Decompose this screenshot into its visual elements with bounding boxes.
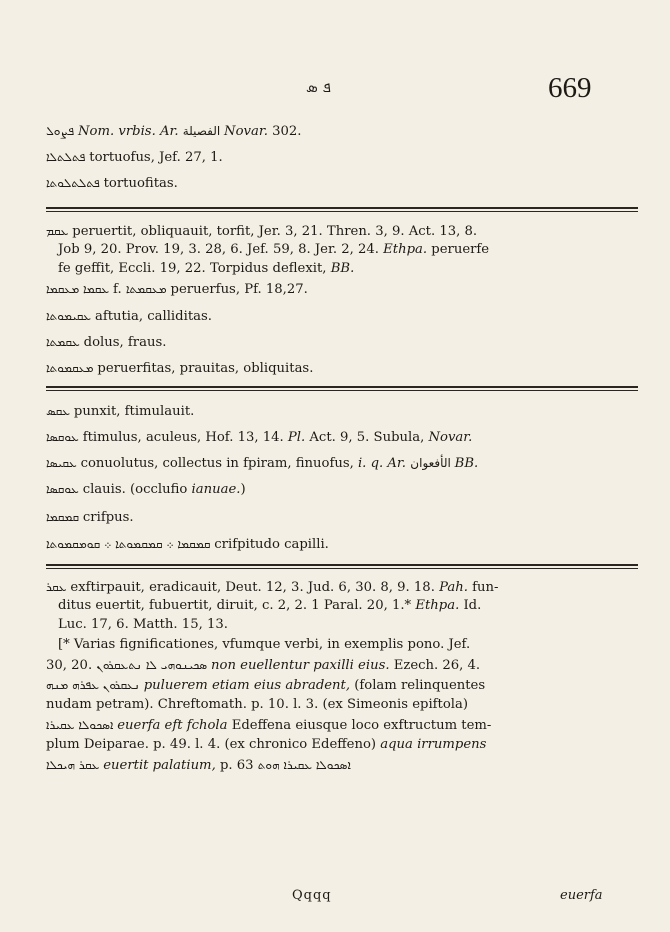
- latin-text: 302.: [267, 124, 302, 139]
- latin-text: nudam petram). Chreftomath. p. 10. l. 3. (ex Simeonis epiftola): [46, 697, 469, 712]
- text-line: [58, 636, 470, 654]
- latin-text: Edeffena eiusque loco exftructum tem-: [227, 718, 492, 733]
- latin-text: crifpitudo capilli.: [214, 537, 329, 552]
- latin-text: Ezech. 26, 4.: [389, 658, 481, 673]
- entry-rule: [46, 568, 638, 569]
- text-line: [46, 333, 166, 351]
- italic-text: euerfa eft fchola: [117, 718, 228, 733]
- latin-text: conuolutus, collectus in fpiram, finuofus,: [80, 456, 358, 471]
- entry-rule: [46, 386, 638, 388]
- latin-text: fe geffit, Eccli. 19, 22. Torpidus deflexit,: [58, 261, 331, 276]
- text-line: [46, 676, 485, 694]
- syriac-term: ܐܣܟܘܠܐ ܥܩܝܪܐ ܗܘܬ: [257, 758, 351, 772]
- entry-rule: [46, 207, 638, 209]
- syriac-term: ܦܬܠܬܠܐ: [46, 150, 90, 164]
- italic-text: euertit palatium,: [103, 758, 216, 773]
- text-line: [46, 307, 212, 325]
- italic-text: Ethpa.: [415, 598, 460, 613]
- latin-text: aftutia, calliditas.: [94, 309, 212, 324]
- latin-text: ftimulus, aculeus, Hof. 13, 14.: [82, 430, 288, 445]
- text-line: [58, 241, 489, 259]
- syriac-term: ܡܥܩܡܘܬܐ: [46, 361, 98, 375]
- latin-text: exftirpauit, eradicauit, Deut. 12, 3. Jud. 6, 30. 8, 9. 18.: [70, 580, 440, 595]
- latin-text: fun-: [467, 580, 499, 595]
- italic-text: ianuae.: [191, 482, 241, 497]
- italic-text: Pah.: [439, 580, 468, 595]
- text-line: [46, 359, 313, 377]
- syriac-term: ܩܡܩܡܐ ܀ ܩܡܩܡܘܬܐ ܀: [100, 537, 211, 551]
- text-line: [58, 597, 481, 615]
- italic-text: BB.: [454, 456, 479, 471]
- syriac-term: ܦܨܘܠ: [46, 124, 79, 138]
- latin-text: peruertit, obliquauit, torfit, Jer. 3, 21. Thren. 3, 9. Act. 13, 8.: [72, 224, 478, 239]
- catchword: euerfa: [560, 888, 603, 903]
- syriac-term: ܡܥܩܡܬܐ: [125, 282, 171, 296]
- syriac-term: ܢܥܩܪܘܢ ܥܦܪܗ ܡܢܗ: [46, 678, 144, 692]
- italic-text: Novar.: [224, 124, 268, 139]
- text-line: [46, 148, 223, 166]
- text-line: [46, 480, 246, 498]
- latin-text: peruerfe: [427, 242, 490, 257]
- syriac-term: ܣܟܝܢܘܗܝ ܠܐ ܢܬܥܩܪܘܢ: [96, 658, 212, 672]
- latin-text: tortuofitas.: [103, 176, 178, 191]
- latin-text: peruerfitas, prauitas, obliquitas.: [97, 361, 314, 376]
- syriac-term: ܥܘܩܣܐ: [46, 482, 83, 496]
- text-line: [46, 736, 486, 754]
- latin-text: Id.: [459, 598, 482, 613]
- text-line: [46, 428, 472, 446]
- italic-text: BB.: [330, 261, 355, 276]
- syriac-term: ܩܡܩܡܐ: [46, 510, 83, 524]
- italic-text: i. q. Ar.: [357, 456, 406, 471]
- syriac-term: ܥܩܡ: [46, 224, 73, 238]
- syriac-term: ܥܩܝܣܐ: [46, 456, 81, 470]
- latin-text: (folam relinquentes: [350, 678, 486, 693]
- latin-text: Act. 9, 5. Subula,: [305, 430, 429, 445]
- latin-text: p. 63: [215, 758, 258, 773]
- syriac-term: ܦܬܠܬܠܘܬܐ: [46, 176, 104, 190]
- text-line: [46, 756, 351, 774]
- italic-text: aqua irrumpens: [380, 737, 487, 752]
- syriac-term: الأفعوان: [405, 456, 455, 470]
- syriac-term: ܥܩܪ ܗܝܟܠܐ: [46, 758, 104, 772]
- italic-text: Pl.: [287, 430, 306, 445]
- latin-text: ditus euertit, fubuertit, diruit, c. 2, 2. 1 Paral. 20, 1.*: [58, 598, 416, 613]
- latin-text: f.: [113, 282, 126, 297]
- latin-text: dolus, fraus.: [83, 335, 167, 350]
- italic-text: non euellentur paxilli eius.: [211, 658, 390, 673]
- text-line: [46, 174, 178, 192]
- italic-text: Ethpa.: [383, 242, 428, 257]
- entry-rule: [46, 211, 638, 212]
- syriac-term: ܐܣܟܘܠܐ ܥܩܝܪܐ: [46, 718, 118, 732]
- text-line: [46, 535, 329, 553]
- text-line: [58, 260, 354, 278]
- syriac-term: ܥܘܩܣܐ: [46, 430, 83, 444]
- latin-text: peruerfus, Pf. 18,27.: [170, 282, 308, 297]
- syriac-term: ܥܩܪ: [46, 580, 71, 594]
- text-line: [46, 122, 301, 140]
- latin-text: crifpus.: [82, 510, 134, 525]
- entry-rule: [46, 564, 638, 566]
- syriac-term: ܥܩܡܬܐ: [46, 335, 84, 349]
- text-line: [46, 280, 308, 298]
- running-head: ܦ ܣ: [306, 78, 331, 96]
- latin-text: clauis. (occlufio: [82, 482, 192, 497]
- syriac-term: ܥܩܝܡܘܬܐ: [46, 309, 95, 323]
- latin-text: Luc. 17, 6. Matth. 15, 13.: [58, 617, 228, 632]
- latin-text: 30, 20.: [46, 658, 97, 673]
- entry-rule: [46, 390, 638, 391]
- italic-text: Nom. vrbis. Ar.: [78, 124, 183, 139]
- text-line: [46, 578, 498, 596]
- syriac-term: ܥܩܣ: [46, 404, 74, 418]
- text-line: [58, 616, 228, 634]
- syriac-term: الفصيلة: [182, 124, 225, 138]
- signature-mark: Qqqq: [292, 888, 332, 903]
- latin-text: tortuofus, Jef. 27, 1.: [89, 150, 223, 165]
- latin-text: plum Deiparae. p. 49. l. 4. (ex chronico Edeffeno): [46, 737, 381, 752]
- latin-text: Job 9, 20. Prov. 19, 3. 28, 6. Jef. 59, 8. Jer. 2, 24.: [58, 242, 384, 257]
- italic-text: puluerem etiam eius abradent,: [143, 678, 351, 693]
- syriac-term: ܩܘܡܩܡܘܬܐ: [46, 537, 215, 551]
- italic-text: Novar.: [428, 430, 473, 445]
- text-line: [46, 454, 478, 472]
- latin-text: ): [240, 482, 246, 497]
- page-number: 669: [548, 72, 592, 104]
- text-line: [46, 402, 194, 420]
- latin-text: [* Varias fignificationes, vfumque verbi, in exemplis pono. Jef.: [58, 637, 471, 652]
- text-line: [46, 508, 134, 526]
- latin-text: punxit, ftimulauit.: [73, 404, 195, 419]
- text-line: [46, 222, 477, 240]
- text-line: [46, 696, 468, 714]
- text-line: [46, 716, 491, 734]
- text-line: [46, 656, 480, 674]
- syriac-term: ܥܩܡܐ ܡܥܩܡܐ: [46, 282, 114, 296]
